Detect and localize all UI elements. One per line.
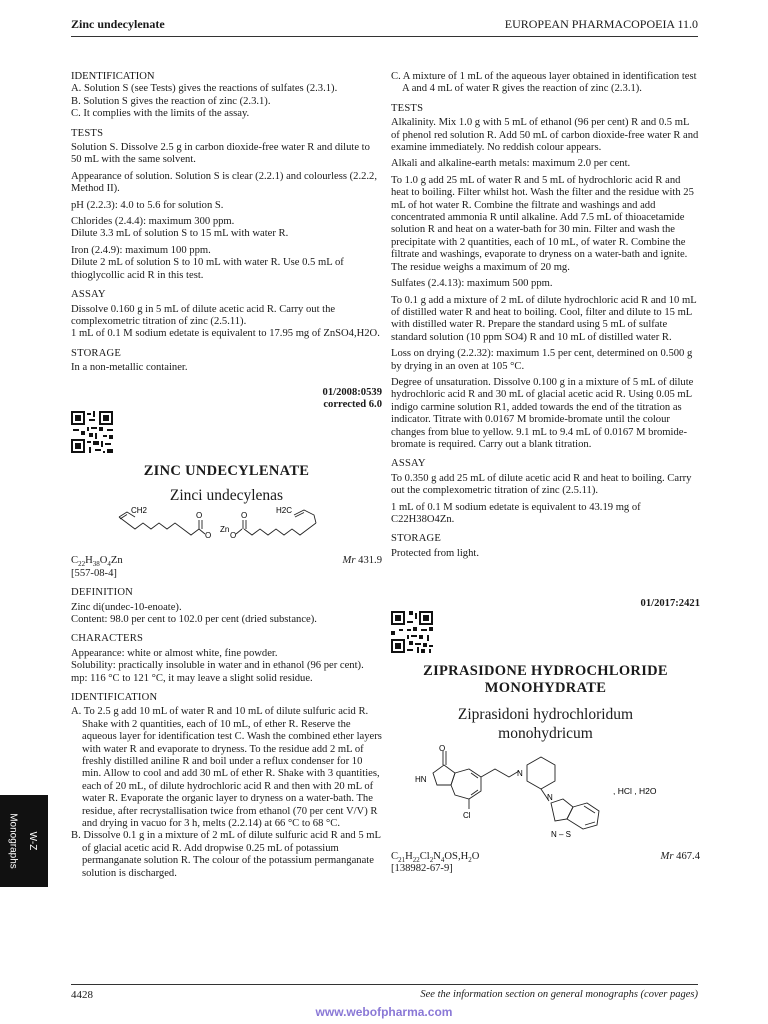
struct-o-label: O: [230, 531, 237, 541]
molecular-mass: Mr 431.9: [342, 555, 382, 567]
assay-heading: ASSAY: [71, 289, 106, 301]
monograph-title: ZINC UNDECYLENATE: [143, 463, 310, 480]
cas-number: [557-08-4]: [71, 567, 117, 579]
definition-text: Zinc di(undec-10-enoate).: [71, 601, 182, 613]
sulfates-method: To 0.1 g add a mixture of 2 mL of dilute hydrochloric acid R and 10 mL of distilled water R and heat to boiling. Cool, filter and dilute to 15 mL with distilled water R. Prepare the standard using 5 mL of sulfate standard solution (10 ppm SO4) R and 10 mL of distilled water R.: [391, 294, 697, 343]
assay-equivalence-right: 1 mL of 0.1 M sodium edetate is equivalent to 43.19 mg of C22H38O4Zn.: [391, 501, 641, 525]
assay-text: Dissolve 0.160 g in 5 mL of dilute acetic acid R. Carry out the complexometric titration of zinc (2.5.11).: [71, 303, 336, 327]
page-number: 4428: [71, 989, 93, 1001]
molecular-formula-2: $C_{21}H_{22}Cl_2N_4OS,H_2O$: [391, 850, 480, 864]
website-watermark[interactable]: www.webofpharma.com: [315, 1005, 453, 1019]
struct-ns-label: N – S: [551, 829, 572, 839]
header-rule: [71, 36, 698, 37]
monograph-reference: 01/2008:0539: [322, 386, 382, 398]
right-column: [391, 71, 700, 875]
section-tab: [0, 795, 48, 887]
struct-o-label: O: [241, 511, 248, 521]
molecular-mass-2: Mr 467.4: [660, 850, 700, 862]
iron-method: Dilute 2 mL of solution S to 10 mL with water R. Use 0.5 mL of thioglycollic acid R in this test.: [71, 257, 344, 281]
assay-text-right: To 0.350 g add 25 mL of dilute acetic acid R and heat to boiling. Carry out the complexometric titration of zinc (2.5.11).: [391, 472, 692, 497]
struct-salt-label: , HCl , H2O: [613, 785, 657, 796]
running-head-title: Zinc undecylenate: [71, 17, 165, 31]
running-head-edition: EUROPEAN PHARMACOPOEIA 11.0: [504, 17, 698, 31]
characters-appearance: Appearance: white or almost white, fine powder.: [71, 647, 278, 659]
footer-rule: [71, 984, 698, 985]
struct-o-label: O: [196, 511, 203, 521]
monograph-title-2: ZIPRASIDONE HYDROCHLORIDE: [423, 662, 668, 679]
identification-b: B. Solution S gives the reaction of zinc (2.3.1).: [71, 95, 271, 107]
iron-test: Iron (2.4.9): maximum 100 ppm.: [71, 244, 211, 256]
struct-hn-label: HN: [415, 774, 427, 784]
section-tab-label: Monographs: [7, 813, 19, 869]
monograph-correction: corrected 6.0: [323, 398, 382, 410]
definition-heading: DEFINITION: [71, 587, 134, 599]
struct-cl-label: Cl: [463, 810, 471, 820]
chlorides-test: Chlorides (2.4.4): maximum 300 ppm.: [71, 216, 235, 228]
left-column: [71, 71, 382, 880]
monograph-latin-name: Zinci undecylenas: [169, 487, 284, 505]
ziprasidone-structure: [391, 743, 700, 851]
storage-text: In a non-metallic container.: [71, 362, 188, 374]
struct-zn-label: Zn: [220, 525, 230, 535]
zinc-undecylenate-structure: [71, 505, 382, 555]
monograph-latin-name-2-line2: monohydricum: [498, 724, 593, 742]
loss-on-drying: Loss on drying (2.2.32): maximum 1.5 per cent, determined on 0.500 g by drying in an oven at 105 °C.: [391, 348, 693, 372]
formula-row-2: [391, 851, 700, 863]
struct-o-label: O: [205, 531, 212, 541]
characters-heading: CHARACTERS: [71, 633, 144, 645]
cas-number-2: [138982-67-9]: [391, 863, 453, 875]
identification-a: A. Solution S (see Tests) gives the reactions of sulfates (2.3.1).: [71, 83, 338, 95]
monograph-title-2-line2: MONOHYDRATE: [484, 679, 607, 696]
characters-solubility: Solubility: practically insoluble in water and in ethanol (96 per cent).: [71, 660, 364, 672]
molecular-formula: $C_{22}H_{38}O_4Zn$: [71, 555, 123, 569]
identification-heading: IDENTIFICATION: [71, 71, 155, 82]
tests-heading-right: TESTS: [391, 102, 424, 114]
struct-n-label: N: [517, 768, 523, 778]
monograph-reference-2: 01/2017:2421: [640, 598, 700, 610]
assay-heading-right: ASSAY: [391, 458, 426, 470]
appearance-of-solution: Appearance of solution. Solution S is clear (2.2.1) and colourless (2.2.2, Method II).: [71, 170, 377, 195]
definition-content: Content: 98.0 per cent to 102.0 per cent (dried substance).: [71, 613, 317, 625]
identification2-heading: IDENTIFICATION: [71, 692, 158, 703]
alkaline-earth-test: Alkali and alkaline-earth metals: maximum 2.0 per cent.: [391, 158, 631, 170]
alkalinity-test: Alkalinity. Mix 1.0 g with 5 mL of ethanol (96 per cent) R and 0.5 mL of phenol red solution R. Add 50 mL of carbon dioxide-free water R and examine immediately. No reddish colour appears.: [391, 117, 699, 154]
struct-o-label: O: [439, 743, 446, 753]
ph-test: pH (2.2.3): 4.0 to 5.6 for solution S.: [71, 199, 224, 211]
storage-heading: STORAGE: [71, 347, 122, 359]
sulfates-test: Sulfates (2.4.13): maximum 500 ppm.: [391, 278, 553, 290]
storage-heading-right: STORAGE: [391, 533, 442, 545]
solution-s: Solution S. Dissolve 2.5 g in carbon dioxide-free water R and dilute to 50 mL with the same solvent.: [71, 142, 370, 166]
characters-mp: mp: 116 °C to 121 °C, it may leave a slight solid residue.: [71, 672, 313, 684]
qr-code-icon: [391, 611, 433, 653]
identification2-b: B. Dissolve 0.1 g in a mixture of 2 mL of dilute sulfuric acid R and 5 mL of glacial acetic acid R. Add dropwise 0.25 mL of potassium permanganate solution R. The colour of the potassium permanganate solution is discharged.: [71, 830, 381, 879]
qr-code-icon: [71, 411, 113, 453]
chlorides-method: Dilute 3.3 mL of solution S to 15 mL with water R.: [71, 228, 289, 240]
identification-c-zinc: C. A mixture of 1 mL of the aqueous layer obtained in identification test A and 4 mL of water R gives the reaction of zinc (2.3.1).: [391, 71, 697, 95]
footer-note: See the information section on general monographs (cover pages): [420, 989, 698, 1000]
identification2-a: A. To 2.5 g add 10 mL of water R and 10 mL of dilute sulfuric acid R. Shake with 2 quantities, each of 10 mL, of ether R. Reserve the aqueous layer for identification test C. Wash the combined ether layers with water R and evaporate to dryness. To the residue add 2 mL of freshly distilled aniline R and boil under a reflux condenser for 10 min. Allow to cool and add 30 mL of ether R. Shake with 3 quantities, each of 20 mL, of dilute hydrochloric acid R and then with 20 mL of water R. Evaporate the organic layer to dryness on a water-bath. The residue, after recrystallisation twice from ethanol (70 per cent V/V) R and drying in vacuo for 3 h, melts (2.2.14) at 66 °C to 68 °C.: [71, 706, 382, 830]
storage-text-right: Protected from light.: [391, 547, 479, 559]
degree-of-unsaturation: Degree of unsaturation. Dissolve 0.100 g in a mixture of 5 mL of dilute hydrochloric acid R and 30 mL of glacial acetic acid R. Using 0.05 mL indigo carmine solution R1, added towards the end of the titration as indicator. Titrate with 0.0167 M bromide-bromate until the colour changes from blue to yellow. 9.1 mL to 9.4 mL of 0.0167 M bromide-bromate is required. Carry out a blank titration.: [391, 376, 694, 450]
tests-heading: TESTS: [71, 127, 104, 139]
assay-equivalence: 1 mL of 0.1 M sodium edetate is equivalent to 17.95 mg of ZnSO4,H2O.: [71, 328, 380, 340]
struct-h2c-label: H2C: [276, 506, 293, 516]
alkaline-earth-method: To 1.0 g add 25 mL of water R and 5 mL of hydrochloric acid R and heat to boiling. Filter whilst hot. Wash the filter and the residue with 25 mL of hot water R. Combine the filtrate and washings and add concentrated ammonia R until alkaline. Add 7.5 mL of thioacetamide solution R and heat on a water-bath for 30 min. Filter and wash the precipitate with 2 quantities, each of 10 mL, of water R. Combine the filtrate and washings, evaporate to dryness on a water-bath and ignite. The residue weighs a maximum of 20 mg.: [391, 174, 694, 273]
monograph-latin-name-2: Ziprasidoni hydrochloridum: [457, 705, 634, 723]
struct-n-label: N: [547, 792, 553, 802]
section-tab-range: W-Z: [26, 831, 38, 851]
identification-c: C. It complies with the limits of the assay.: [71, 108, 250, 120]
struct-ch2-label: CH2: [131, 506, 148, 516]
formula-row: [71, 555, 382, 567]
